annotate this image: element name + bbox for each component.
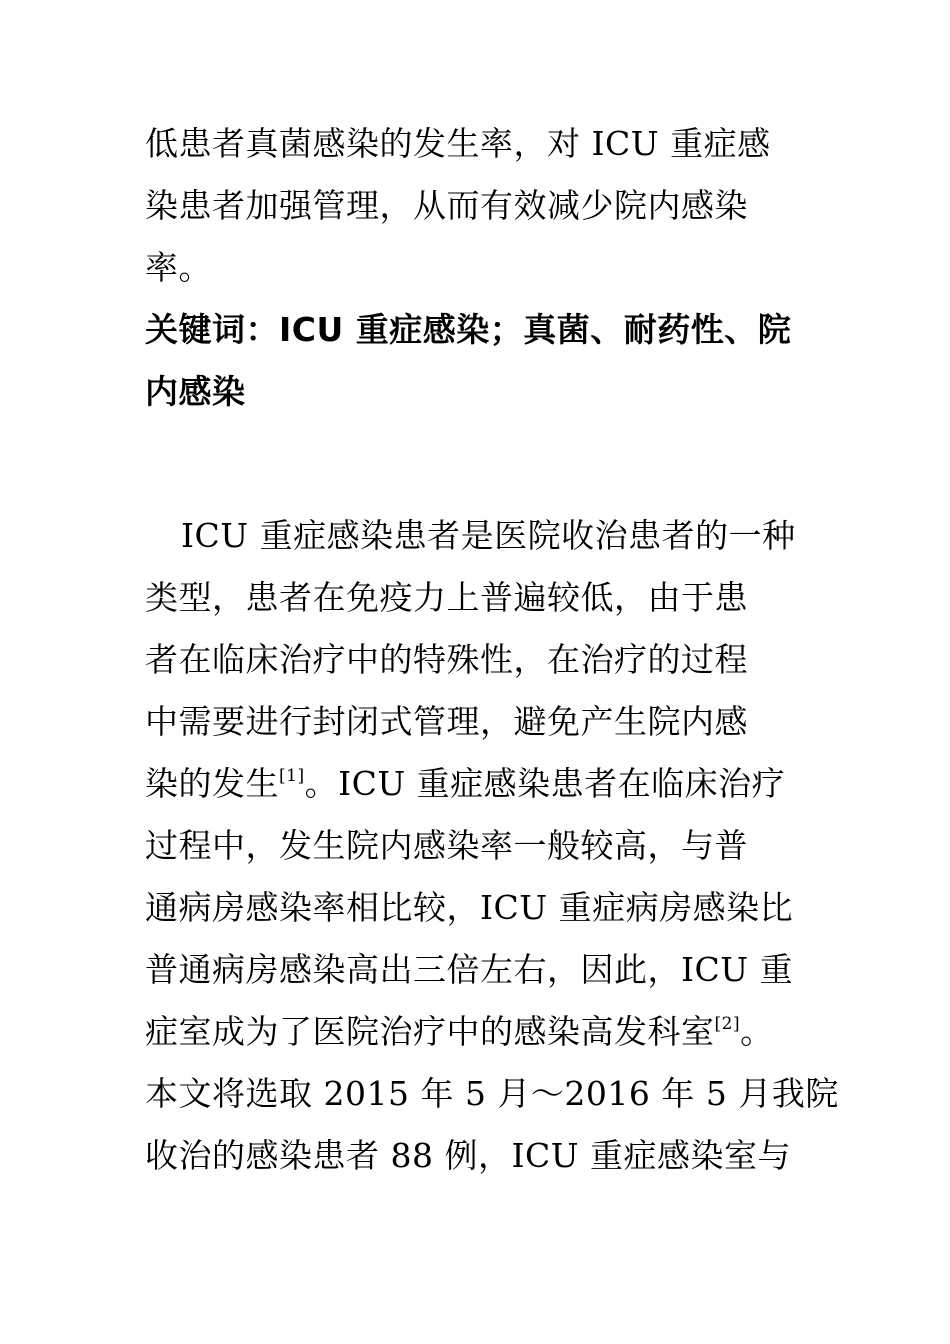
body-paragraph <box>145 505 839 1187</box>
body-line-text: 通病房感染率相比较，ICU 重症病房感染比 <box>145 888 794 927</box>
body-line-text: 症室成为了医院治疗中的感染高发科室 <box>145 1012 715 1051</box>
abstract-line: 染患者加强管理，从而有效减少院内感染 <box>145 186 748 225</box>
body-line-text: 。ICU 重症感染患者在临床治疗 <box>304 764 786 803</box>
body-line <box>145 1125 815 1187</box>
keywords-line: 内感染 <box>145 372 246 411</box>
body-line <box>145 753 815 815</box>
body-line-text: ICU 重症感染患者是医院收治患者的一种 <box>181 516 796 555</box>
body-line <box>145 815 815 877</box>
body-line <box>145 877 815 939</box>
keywords <box>145 299 815 423</box>
abstract-tail <box>145 113 815 299</box>
abstract-line: 低患者真菌感染的发生率，对 ICU 重症感 <box>145 124 771 163</box>
body-line <box>145 1001 815 1063</box>
citation-ref: [1] <box>279 766 305 786</box>
body-line-text: 染的发生 <box>145 764 279 803</box>
body-line-text: 过程中，发生院内感染率一般较高，与普 <box>145 826 748 865</box>
body-line <box>145 505 815 567</box>
body-line-text: 普通病房感染高出三倍左右，因此，ICU 重 <box>145 950 794 989</box>
body-line <box>145 567 815 629</box>
body-line <box>145 939 815 1001</box>
body-line <box>145 1063 839 1125</box>
document-page <box>145 113 839 1187</box>
abstract-line: 率。 <box>145 248 212 287</box>
citation-ref: [2] <box>714 1014 741 1034</box>
keywords-line: 关键词：ICU 重症感染；真菌、耐药性、院 <box>145 310 792 349</box>
body-line <box>145 691 815 753</box>
body-line-text: 类型，患者在免疫力上普遍较低，由于患 <box>145 578 748 617</box>
body-line-text: 本文将选取 2015 年 5 月～2016 年 5 月我院 <box>145 1074 839 1113</box>
body-line-text: 收治的感染患者 88 例，ICU 重症感染室与 <box>145 1136 792 1175</box>
body-line-text: 中需要进行封闭式管理，避免产生院内感 <box>145 702 748 741</box>
paragraph-gap <box>145 423 815 505</box>
body-line-text: 者在临床治疗中的特殊性，在治疗的过程 <box>145 640 748 679</box>
body-line-text: 。 <box>740 1012 774 1051</box>
body-line <box>145 629 815 691</box>
